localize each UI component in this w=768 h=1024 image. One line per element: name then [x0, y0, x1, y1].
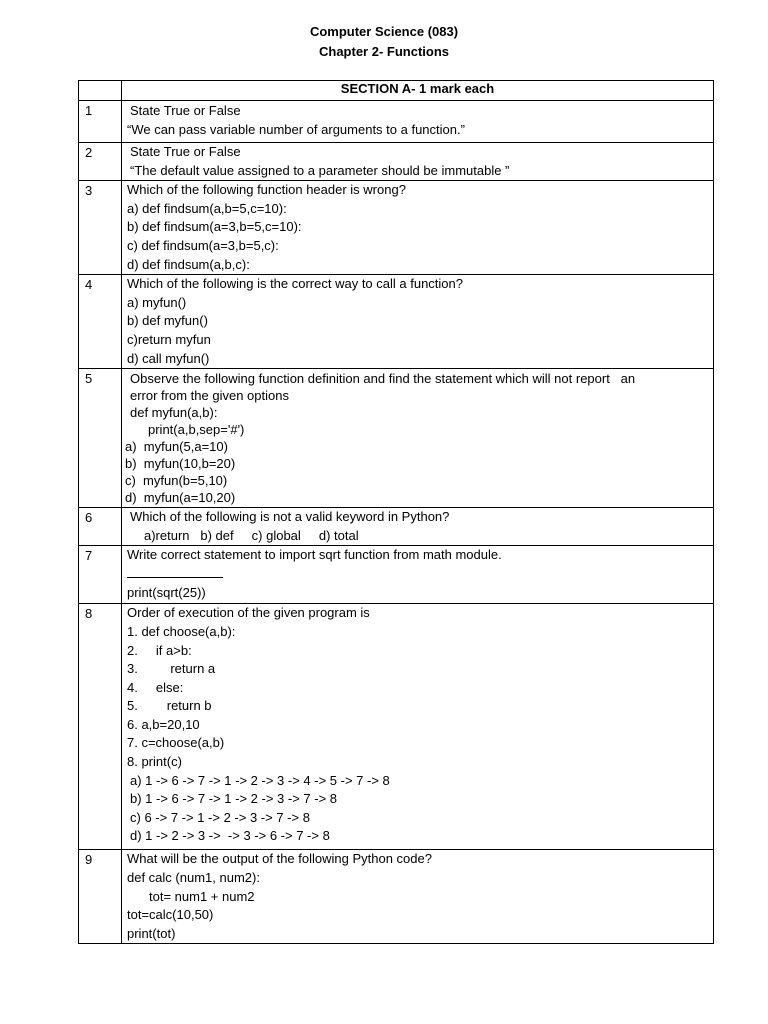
question-text: Which of the following is not a valid keyword in Python?	[130, 509, 450, 525]
question-text: “We can pass variable number of arguments to a function.”	[127, 121, 465, 137]
question-row-2	[79, 143, 714, 181]
question-number: 9	[79, 850, 122, 944]
code-line: 5. return b	[127, 698, 212, 714]
option-a: a) myfun()	[127, 294, 187, 310]
option-a: a) myfun(5,a=10)	[125, 439, 228, 455]
question-text: “The default value assigned to a parameter should be immutable ”	[130, 162, 510, 178]
question-number: 8	[79, 604, 122, 850]
question-text: State True or False	[130, 144, 241, 159]
question-row-9	[79, 850, 714, 944]
question-number: 7	[79, 546, 122, 604]
section-header-row	[79, 81, 714, 101]
question-text: Order of execution of the given program is	[127, 605, 370, 621]
option-c: c) 6 -> 7 -> 1 -> 2 -> 3 -> 7 -> 8	[130, 809, 310, 825]
question-text: error from the given options	[130, 388, 289, 404]
section-title: SECTION A- 1 mark each	[122, 81, 714, 101]
chapter-title: Chapter 2- Functions	[318, 44, 449, 59]
question-row-5	[79, 369, 714, 508]
code-line: 1. def choose(a,b):	[127, 623, 236, 639]
code-line: 7. c=choose(a,b)	[127, 735, 225, 751]
question-row-1	[79, 101, 714, 143]
question-number: 6	[79, 508, 122, 546]
option-b: b) def findsum(a=3,b=5,c=10):	[127, 219, 302, 235]
question-text: State True or False	[130, 103, 241, 118]
code-line: 3. return a	[127, 661, 216, 677]
code-line: 4. else:	[127, 679, 184, 695]
option-c: c) myfun(b=5,10)	[125, 473, 228, 489]
question-text: Which of the following function header is wrong?	[127, 182, 406, 198]
question-row-6	[79, 508, 714, 546]
code-line: tot= num1 + num2	[149, 888, 255, 904]
code-line: tot=calc(10,50)	[127, 907, 214, 923]
option-c: c) def findsum(a=3,b=5,c):	[127, 237, 279, 253]
code-line: print(sqrt(25))	[127, 584, 206, 600]
answer-blank	[122, 565, 713, 584]
code-line: print(tot)	[127, 925, 176, 941]
option-b: b) def myfun()	[127, 313, 208, 329]
code-line: def myfun(a,b):	[130, 405, 218, 421]
question-number: 2	[79, 143, 122, 181]
option-d: d) call myfun()	[127, 350, 210, 366]
code-line: 6. a,b=20,10	[127, 716, 200, 732]
question-text: Write correct statement to import sqrt function from math module.	[127, 547, 502, 563]
question-number: 1	[79, 101, 122, 143]
options: a)return b) def c) global d) total	[144, 527, 359, 543]
option-c: c)return myfun	[127, 331, 211, 347]
option-d: d) def findsum(a,b,c):	[127, 256, 250, 272]
code-line: 2. if a>b:	[127, 642, 192, 658]
option-b: b) 1 -> 6 -> 7 -> 1 -> 2 -> 3 -> 7 -> 8	[130, 791, 338, 807]
question-row-8	[79, 604, 714, 850]
option-a: a) def findsum(a,b=5,c=10):	[127, 200, 287, 216]
code-line: print(a,b,sep='#')	[148, 422, 245, 438]
question-text: Observe the following function definition and find the statement which will not report an	[130, 371, 636, 387]
question-number: 3	[79, 181, 122, 275]
option-a: a) 1 -> 6 -> 7 -> 1 -> 2 -> 3 -> 4 -> 5 -> 7 -> 8	[130, 772, 390, 788]
code-line: 8. print(c)	[127, 754, 182, 770]
question-row-3	[79, 181, 714, 275]
document-title: Computer Science (083)	[309, 24, 459, 39]
option-d: d) myfun(a=10,20)	[125, 490, 236, 506]
question-row-7	[79, 546, 714, 604]
question-row-4	[79, 275, 714, 369]
question-text: Which of the following is the correct way to call a function?	[127, 276, 463, 292]
question-number: 4	[79, 275, 122, 369]
option-b: b) myfun(10,b=20)	[125, 456, 236, 472]
code-line: def calc (num1, num2):	[127, 869, 260, 885]
question-number: 5	[79, 369, 122, 508]
blank-line	[127, 565, 223, 578]
question-text: What will be the output of the following Python code?	[127, 851, 432, 867]
option-d: d) 1 -> 2 -> 3 -> -> 3 -> 6 -> 7 -> 8	[130, 828, 330, 844]
question-table	[78, 80, 714, 944]
